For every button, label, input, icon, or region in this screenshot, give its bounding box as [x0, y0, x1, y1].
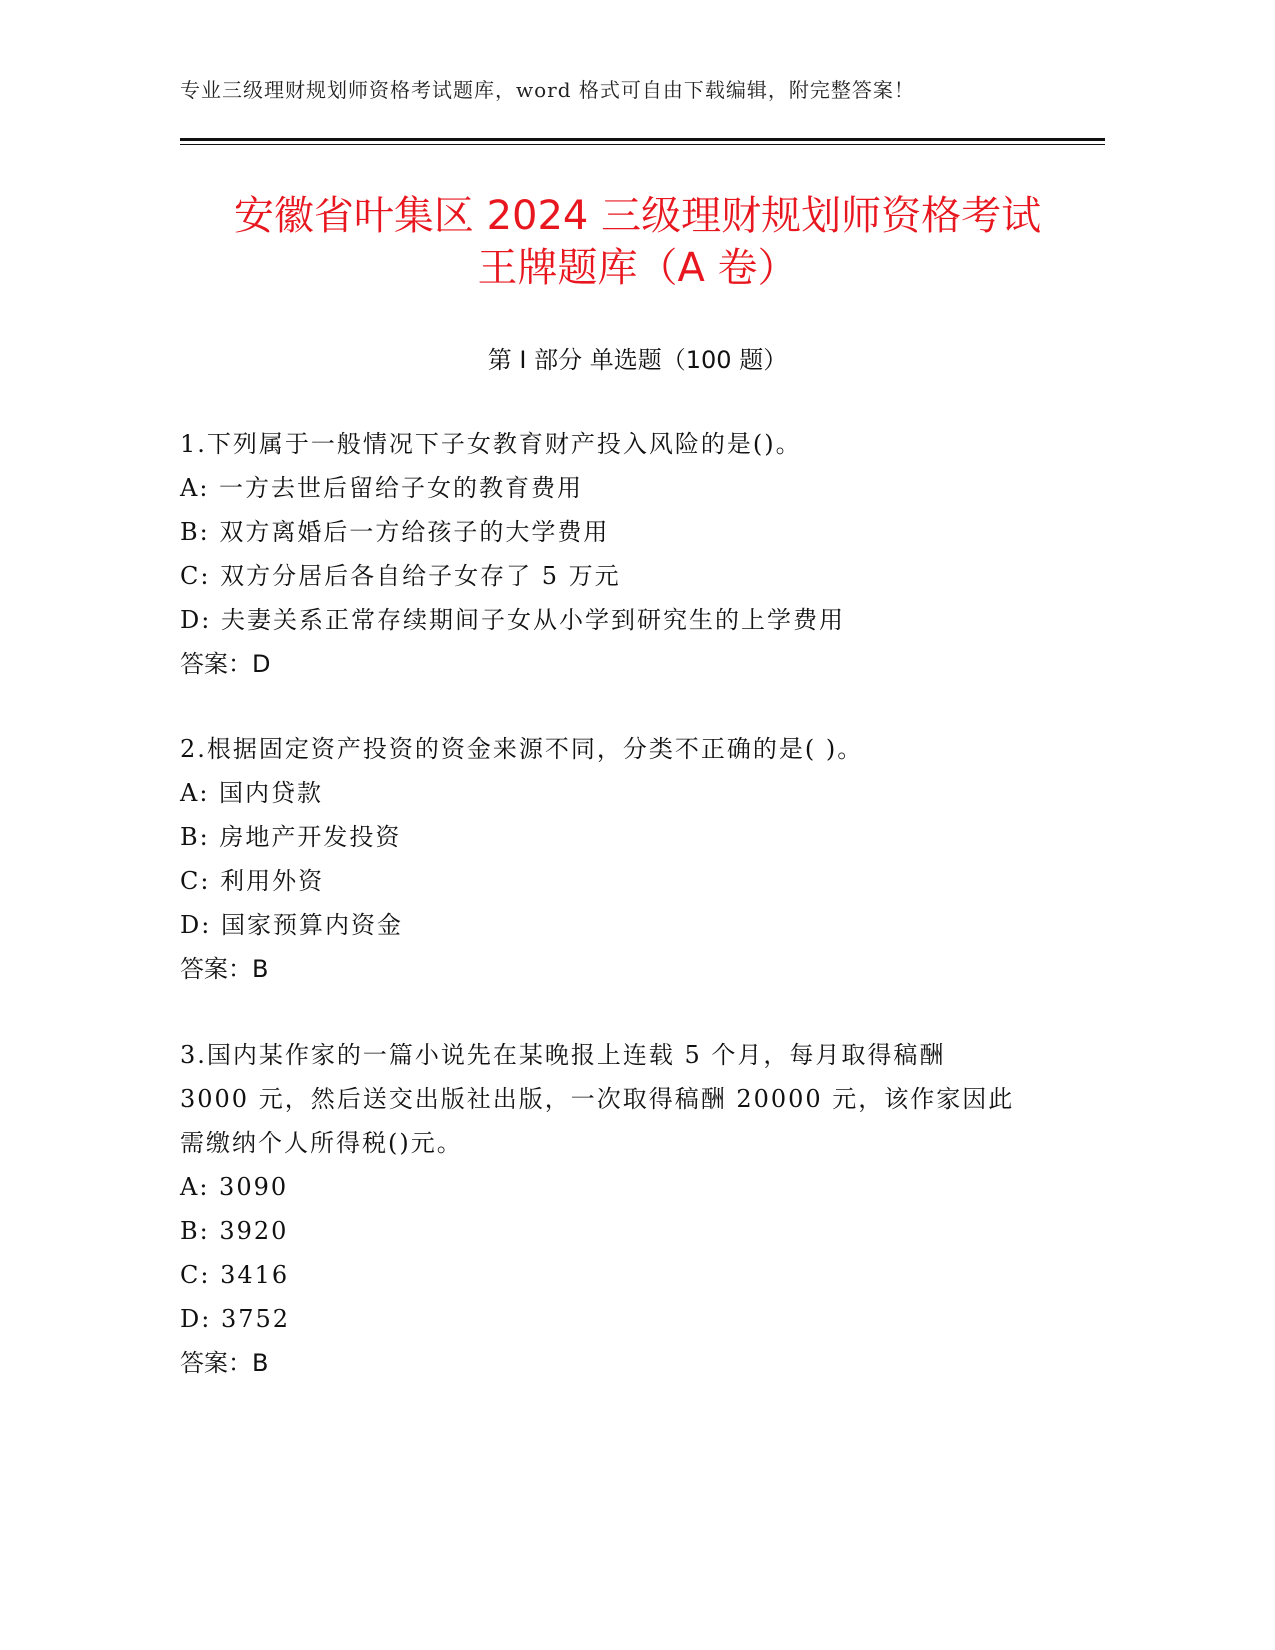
option-a: A: 一方去世后留给子女的教育费用	[180, 474, 584, 502]
question-stem: 1.下列属于一般情况下子女教育财产投入风险的是()。	[180, 430, 802, 458]
answer-line: 答案：D	[180, 650, 271, 678]
option-a: A: 国内贷款	[180, 779, 324, 807]
document-title	[160, 190, 1115, 294]
question-2	[180, 727, 1080, 991]
answer-line: 答案：B	[180, 1349, 269, 1377]
header-note: 专业三级理财规划师资格考试题库，word 格式可自由下载编辑，附完整答案！	[180, 78, 915, 102]
option-b: B: 房地产开发投资	[180, 823, 402, 851]
header-rule-thick	[180, 138, 1105, 141]
header-rule-thin	[180, 144, 1105, 145]
option-d: D: 国家预算内资金	[180, 911, 403, 939]
question-3	[180, 1033, 1080, 1385]
question-1	[180, 422, 1080, 686]
option-d: D: 夫妻关系正常存续期间子女从小学到研究生的上学费用	[180, 606, 845, 634]
option-c: C: 双方分居后各自给子女存了 5 万元	[180, 562, 621, 590]
option-c: C: 3416	[180, 1261, 290, 1289]
option-c: C: 利用外资	[180, 867, 325, 895]
question-stem: 2.根据固定资产投资的资金来源不同，分类不正确的是( )。	[180, 735, 864, 763]
question-stem-line-3: 需缴纳个人所得税()元。	[180, 1129, 463, 1157]
section-heading: 第 I 部分 单选题（100 题）	[487, 346, 788, 374]
question-stem-line-1: 3.国内某作家的一篇小说先在某晚报上连载 5 个月，每月取得稿酬	[180, 1041, 946, 1069]
question-stem-line-2: 3000 元，然后送交出版社出版，一次取得稿酬 20000 元，该作家因此	[180, 1085, 1015, 1113]
title-line-2: 王牌题库（A 卷）	[477, 245, 798, 291]
answer-line: 答案：B	[180, 955, 269, 983]
option-d: D: 3752	[180, 1305, 291, 1333]
title-line-1: 安徽省叶集区 2024 三级理财规划师资格考试	[233, 193, 1042, 239]
option-a: A: 3090	[180, 1173, 289, 1201]
option-b: B: 双方离婚后一方给孩子的大学费用	[180, 518, 610, 546]
option-b: B: 3920	[180, 1217, 289, 1245]
